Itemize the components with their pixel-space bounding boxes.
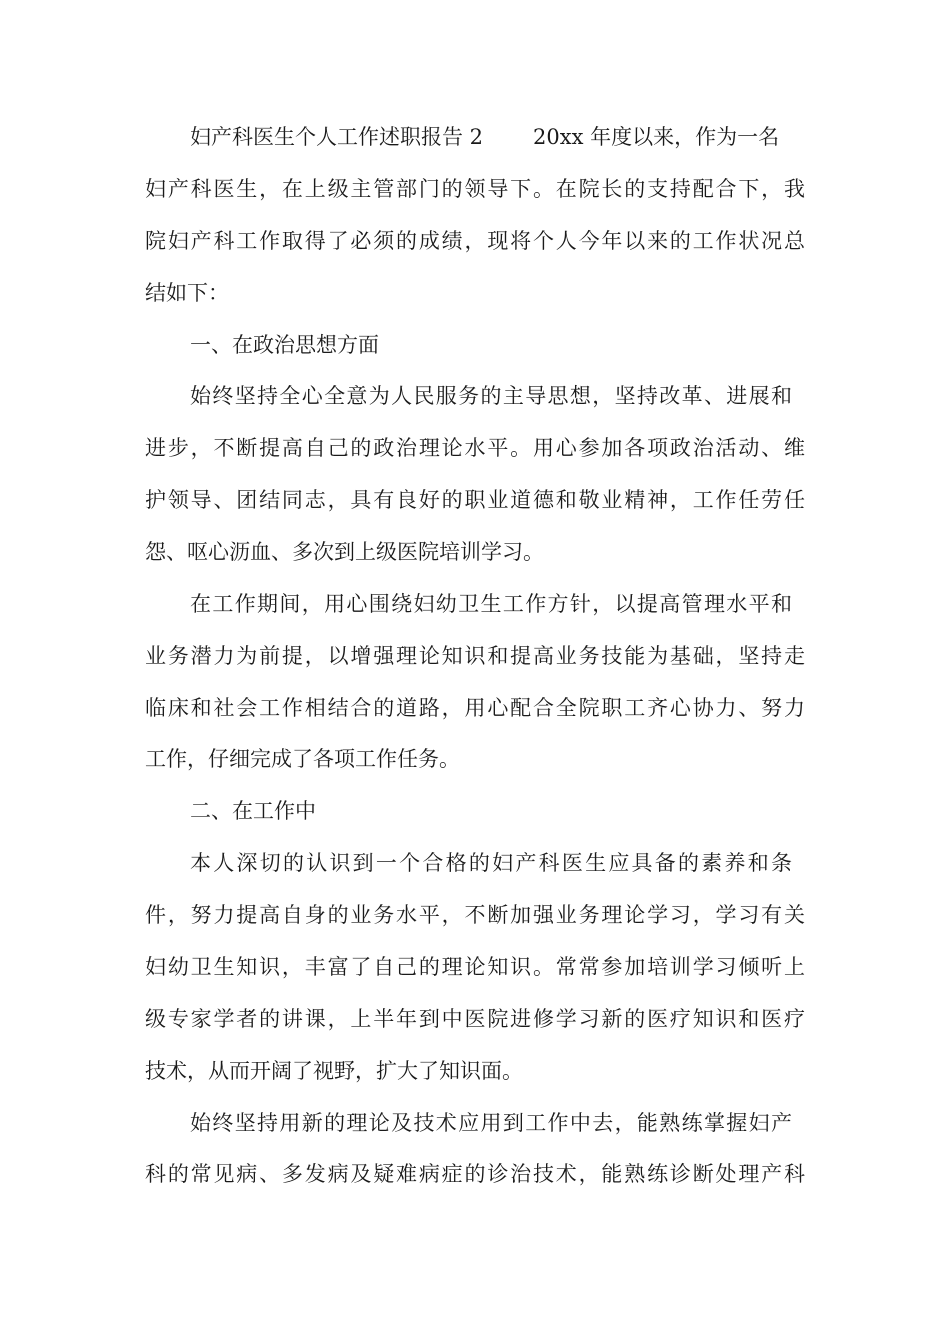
- paragraph-line: 在工作期间，用心围绕妇幼卫生工作方针，以提高管理水平和: [190, 592, 792, 616]
- paragraph-line: 业务潜力为前提，以增强理论知识和提高业务技能为基础，坚持走: [145, 644, 805, 668]
- paragraph-line: 始终坚持用新的理论及技术应用到工作中去，能熟练掌握妇产: [190, 1111, 792, 1135]
- paragraph-line: 进步，不断提高自己的政治理论水平。用心参加各项政治活动、维: [145, 436, 805, 460]
- paragraph-text: 20xx 年度以来，作为一名: [533, 125, 780, 149]
- paragraph-line: 科的常见病、多发病及疑难病症的诊治技术，能熟练诊断处理产科: [145, 1162, 805, 1186]
- section-heading-work: 二、在工作中: [190, 799, 316, 823]
- paragraph-line: 级专家学者的讲课，上半年到中医院进修学习新的医疗知识和医疗: [145, 1007, 805, 1031]
- paragraph-line: 妇幼卫生知识，丰富了自己的理论知识。常常参加培训学习倾听上: [145, 955, 805, 979]
- report-title: 妇产科医生个人工作述职报告 2: [190, 125, 484, 149]
- paragraph-line: 结如下：: [145, 281, 229, 305]
- paragraph-line: 怨、呕心沥血、多次到上级医院培训学习。: [145, 540, 544, 564]
- paragraph-line: 本人深切的认识到一个合格的妇产科医生应具备的素养和条: [190, 851, 792, 875]
- paragraph-line: 技术，从而开阔了视野，扩大了知识面。: [145, 1059, 523, 1083]
- paragraph-line: 件，努力提高自身的业务水平，不断加强业务理论学习，学习有关: [145, 903, 805, 927]
- section-heading-politics: 一、在政治思想方面: [190, 333, 379, 357]
- paragraph-line: 护领导、团结同志，具有良好的职业道德和敬业精神，工作任劳任: [145, 488, 805, 512]
- paragraph-line: 始终坚持全心全意为人民服务的主导思想，坚持改革、进展和: [190, 384, 792, 408]
- paragraph-line: 院妇产科工作取得了必须的成绩，现将个人今年以来的工作状况总: [145, 229, 805, 253]
- paragraph-line-heading: [190, 123, 792, 151]
- paragraph-line: 妇产科医生，在上级主管部门的领导下。在院长的支持配合下，我: [145, 177, 805, 201]
- paragraph-line: 工作，仔细完成了各项工作任务。: [145, 747, 460, 771]
- paragraph-line: 临床和社会工作相结合的道路，用心配合全院职工齐心协力、努力: [145, 696, 805, 720]
